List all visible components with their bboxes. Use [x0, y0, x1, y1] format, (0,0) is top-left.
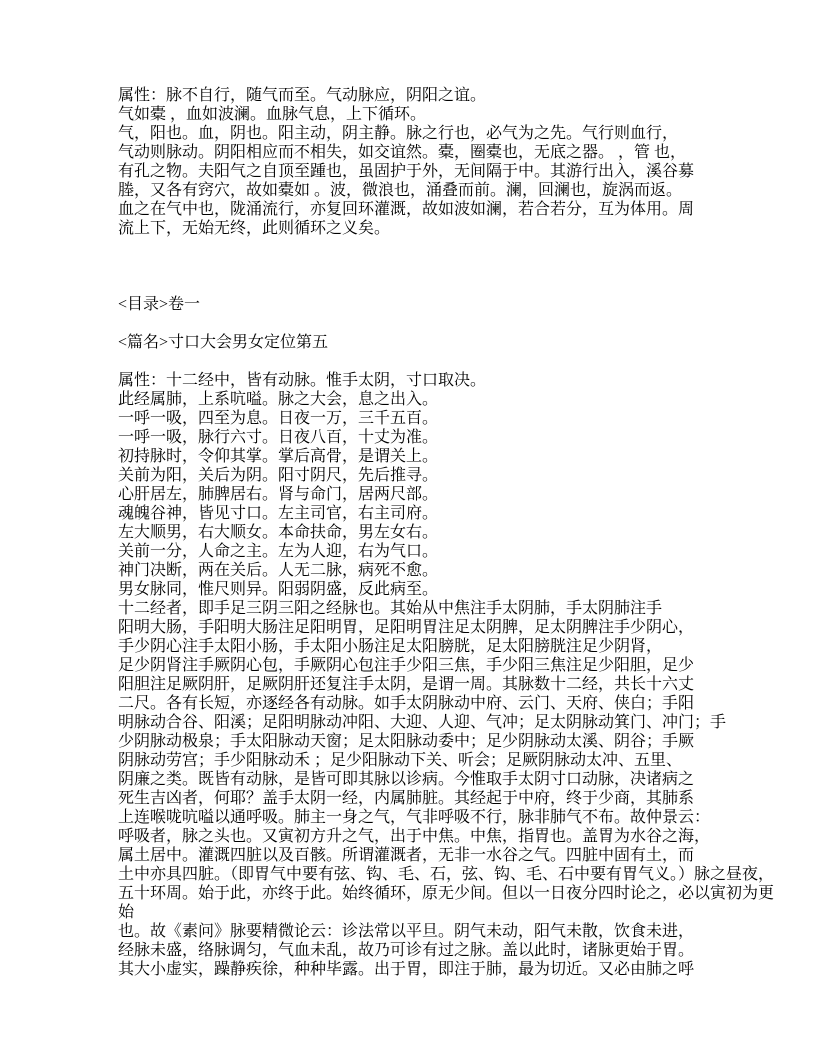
blank-line	[118, 238, 776, 257]
text-line: 此经属肺，上系吭嗌。脉之大会，息之出入。	[118, 391, 439, 408]
text-line: 气动则脉动。阴阳相应而不相失，如交谊然。橐，圈橐也，无底之器。 ，管 也，	[118, 144, 687, 161]
text-line: 血之在气中也，陇涌流行，亦复回环灌溉，故如波如澜，若合若分，互为体用。周	[118, 201, 695, 218]
text-line: 十二经者，即手足三阴三阳之经脉也。其始从中焦注手太阴肺，手太阴肺注手	[118, 600, 663, 617]
text-line: 也。故《素问》脉要精微论云：诊法常以平旦。阴气未动，阳气未散，饮食未进，	[118, 923, 695, 940]
text-line: 初持脉时，令仰其掌。掌后高骨，是谓关上。	[118, 448, 439, 465]
text-line: 气如橐 ，血如波澜。血脉气息，上下循环。	[118, 106, 427, 123]
text-line: 阴脉动劳宫；手少阳脉动禾 ；足少阳脉动下关、听会；足厥阴脉动太冲、五里、	[118, 752, 683, 769]
text-line: 塍，又各有窍穴，故如橐如 。波，微浪也，涌叠而前。澜，回澜也，旋涡而返。	[118, 182, 683, 199]
text-line: 其大小虚实，躁静疾徐，种种毕露。出于胃，即注于肺，最为切近。又必由肺之呼	[118, 961, 695, 978]
text-line: 足少阴肾注手厥阴心包，手厥阴心包注手少阳三焦，手少阳三焦注足少阳胆，足少	[118, 657, 695, 674]
text-line: 阳胆注足厥阴肝，足厥阴肝还复注手太阴，是谓一周。其脉数十二经，共长十六丈	[118, 676, 695, 693]
text-line: 阳明大肠，手阳明大肠注足阳明胃，足阳明胃注足太阴脾，足太阴脾注手少阴心，	[118, 619, 695, 636]
text-line: 魂魄谷神，皆见寸口。左主司官，右主司府。	[118, 505, 439, 522]
text-line: 上连喉咙吭嗌以通呼吸。肺主一身之气，气非呼吸不行，脉非肺气不布。故仲景云：	[118, 809, 711, 826]
toc-marker-line: <目录>卷一	[118, 296, 201, 313]
text-line: 关前为阳，关后为阴。阳寸阴尺，先后推寻。	[118, 467, 439, 484]
chapter-heading-line: <篇名>寸口大会男女定位第五	[118, 334, 329, 351]
text-line: 有孔之物。夫阳气之自顶至踵也，虽固护于外，无间隔于中。其游行出入，溪谷募	[118, 163, 695, 180]
text-line: 二尺。各有长短，亦逐经各有动脉。如手太阴脉动中府、云门、天府、侠白；手阳	[118, 695, 695, 712]
text-line: 死生吉凶者，何耶？盖手太阴一经，内属肺脏。其经起于中府，终于少商，其肺系	[118, 790, 695, 807]
text-line: 心肝居左，肺脾居右。肾与命门，居两尺部。	[118, 486, 439, 503]
text-line: 呼吸者，脉之头也。又寅初方升之气，出于中焦。中焦，指胃也。盖胃为水谷之海，	[118, 828, 711, 845]
text-line: 土中亦具四脏。（即胃气中要有弦、钩、毛、石，弦、钩、毛、石中要有胃气义。）脉之昼夜，	[118, 866, 775, 883]
text-line: 男女脉同，惟尺则异。阳弱阴盛，反此病至。	[118, 581, 439, 598]
text-line: 左大顺男，右大顺女。本命扶命，男左女右。	[118, 524, 439, 541]
text-line: 一呼一吸，脉行六寸。日夜八百，十丈为准。	[118, 429, 439, 446]
text-line: 一呼一吸，四至为息。日夜一万，三千五百。	[118, 410, 439, 427]
text-line: 手少阴心注手太阳小肠，手太阳小肠注足太阳膀胱，足太阳膀胱注足少阴肾，	[118, 638, 663, 655]
text-line: 神门决断，两在关后。人无二脉，病死不愈。	[118, 562, 439, 579]
text-line: 关前一分，人命之主。左为人迎，右为气口。	[118, 543, 439, 560]
text-line: 流上下，无始无终，此则循环之义矣。	[118, 220, 391, 237]
text-line: 经脉未盛，络脉调匀，气血未乱，故乃可诊有过之脉。盖以此时，诸脉更始于胃。	[118, 942, 695, 959]
blank-line	[118, 352, 776, 371]
blank-line	[118, 276, 776, 295]
text-line: 少阴脉动极泉；手太阳脉动天窗；足太阳脉动委中；足少阴脉动太溪、阴谷；手厥	[118, 733, 695, 750]
text-line: 属土居中。灌溉四脏以及百骸。所谓灌溉者，无非一水谷之气。四脏中固有土，而	[118, 847, 695, 864]
text-line: 气，阳也。血，阴也。阳主动，阴主静。脉之行也，必气为之先。气行则血行，	[118, 125, 679, 142]
text-line: 始	[118, 904, 135, 921]
blank-line	[118, 314, 776, 333]
text-line: 阴廉之类。既皆有动脉，是皆可即其脉以诊病。今惟取手太阴寸口动脉，决诸病之	[118, 771, 695, 788]
text-line: 属性：十二经中，皆有动脉。惟手太阴，寸口取决。	[118, 372, 487, 389]
blank-line	[118, 257, 776, 276]
text-line: 五十环周。始于此，亦终于此。始终循环，原无少间。但以一日夜分四时论之，必以寅初为更	[118, 885, 775, 902]
text-line: 明脉动合谷、阳溪；足阳明脉动冲阳、大迎、人迎、气冲；足太阴脉动箕门、冲门；手	[118, 714, 727, 731]
text-line: 属性：脉不自行，随气而至。气动脉应，阴阳之谊。	[118, 87, 487, 104]
